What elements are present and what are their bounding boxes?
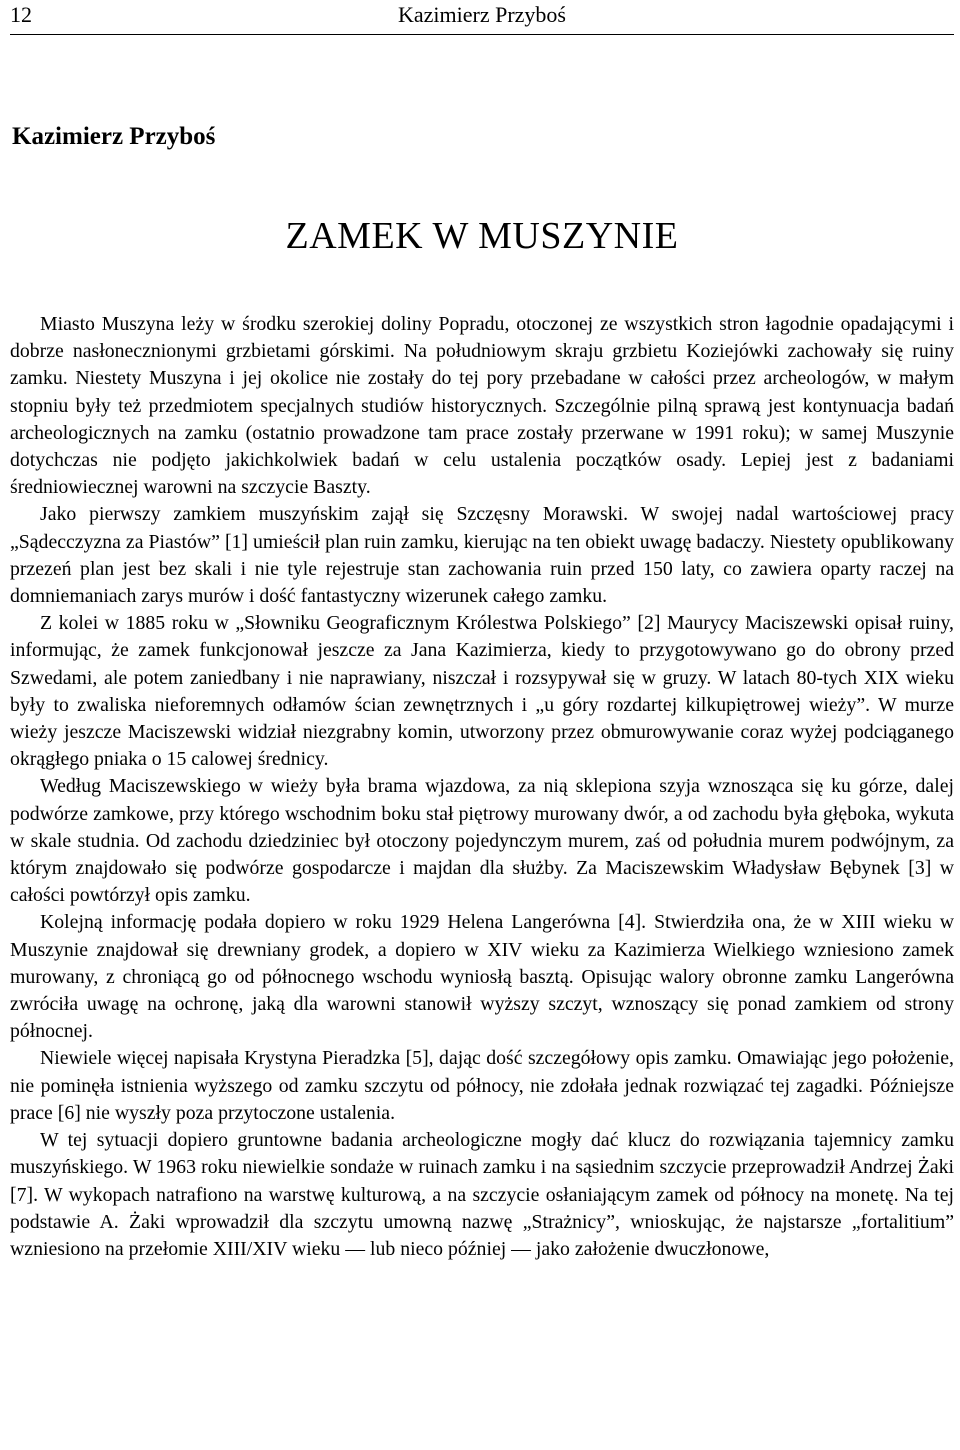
article-body	[10, 311, 954, 1263]
paragraph: Niewiele więcej napisała Krystyna Pieradzka [5], dając dość szczegółowy opis zamku. Omawiając jego położenie, nie pominęła istnienia wyższego od zamku szczytu od północy, nie zdołała jednak rozwiązać tej zagadki. Późniejsze prace [6] nie wyszły poza przytoczone ustalenia.	[10, 1047, 954, 1124]
running-header	[10, 0, 954, 35]
paragraph: Z kolei w 1885 roku w „Słowniku Geograficznym Królestwa Polskiego” [2] Maurycy Maciszewski opisał ruiny, informując, że zamek funkcjonował jeszcze za Jana Kazimierza, kiedy to przygotowywano go do obrony przed Szwedami, ale potem zaniedbany i nie naprawiany, niszczał i rozsypywał się w gruzy. W latach 80-tych XIX wieku były to zwaliska nieforemnych odłamów ścian zewnętrznych i „u góry rozdartej kilkupiętrowej wieży”. W murze wieży jeszcze Maciszewski widział niezgrabny komin, utworzony przez obmurowywanie coraz wyżej podciąganego okrągłego pniaka o 15 calowej średnicy.	[10, 612, 954, 771]
paragraph: Jako pierwszy zamkiem muszyńskim zajął się Szczęsny Morawski. W swojej nadal wartościowej pracy „Sądecczyzna za Piastów” [1] umieścił plan ruin zamku, kierując na ten obiekt uwagę badaczy. Niestety opublikowany przezeń plan jest bez skali i nie tyle rejestruje stan zachowania ruin przed 150 laty, co zawiera oparty raczej na domniemaniach zarys murów i dość fantastyczny wizerunek całego zamku.	[10, 503, 954, 608]
document-page	[10, 0, 954, 1450]
page-number: 12	[10, 2, 32, 27]
running-title: Kazimierz Przyboś	[398, 2, 566, 27]
article-author: Kazimierz Przyboś	[12, 123, 216, 150]
paragraph: W tej sytuacji dopiero gruntowne badania archeologiczne mogły dać klucz do rozwiązania tajemnicy zamku muszyńskiego. W 1963 roku niewielkie sondaże w ruinach zamku i na sąsiednim szczycie przeprowadził Andrzej Żaki [7]. W wykopach natrafiono na warstwę kulturową, a na szczycie osłaniającym zamek od północy na monetę. Na tej podstawie A. Żaki wprowadził dla szczytu umowną nazwę „Strażnicy”, wnioskując, że najstarsze „fortalitium” wzniesiono na przełomie XIII/XIV wieku — lub nieco później — jako założenie dwuczłonowe,	[10, 1129, 954, 1260]
paragraph: Miasto Muszyna leży w środku szerokiej doliny Popradu, otoczonej ze wszystkich stron łagodnie opadającymi i dobrze nasłonecznionymi grzbietami górskimi. Na południowym skraju grzbietu Koziejówki zachowały się ruiny zamku. Niestety Muszyna i jej okolice nie zostały do tej pory przebadane w całości przez archeologów, w małym stopniu były też przedmiotem specjalnych studiów historycznych. Szczególnie pilną sprawą jest kontynuacja badań archeologicznych na zamku (ostatnio prowadzone tam prace zostały przerwane w 1991 roku); w samej Muszynie dotychczas nie podjęto jakichkolwiek badań w celu ustalenia początków osady. Lepiej jest z badaniami średniowiecznej warowni na szczycie Baszty.	[10, 313, 954, 499]
article-title: ZAMEK W MUSZYNIE	[285, 215, 679, 257]
paragraph: Kolejną informację podała dopiero w roku 1929 Helena Langerówna [4]. Stwierdziła ona, że w XIII wieku w Muszynie znajdował się drewniany grodek, a dopiero w XIV wieku za Kazimierza Wielkiego wzniesiono zamek murowany, z chroniącą go od północnego wschodu wyniosłą basztą. Opisując walory obronne zamku Langerówna zwróciła uwagę na ochronę, jaką dla warowni stanowił wyższy szczyt, wznoszący się ponad zamkiem od strony północnej.	[10, 911, 954, 1043]
paragraph: Według Maciszewskiego w wieży była brama wjazdowa, za nią sklepiona szyja wznosząca się ku górze, dalej podwórze zamkowe, przy którego wschodnim boku stał piętrowy murowany dwór, a od zachodu była głęboka, wykuta w skale studnia. Od zachodu dziedziniec był otoczony pojedynczym murem, zaś od południa murem podwójnym, za którym znajdowało się podwórze gospodarcze i majdan dla służby. Za Maciszewskim Władysław Bębynek [3] w całości powtórzył opis zamku.	[10, 775, 954, 907]
